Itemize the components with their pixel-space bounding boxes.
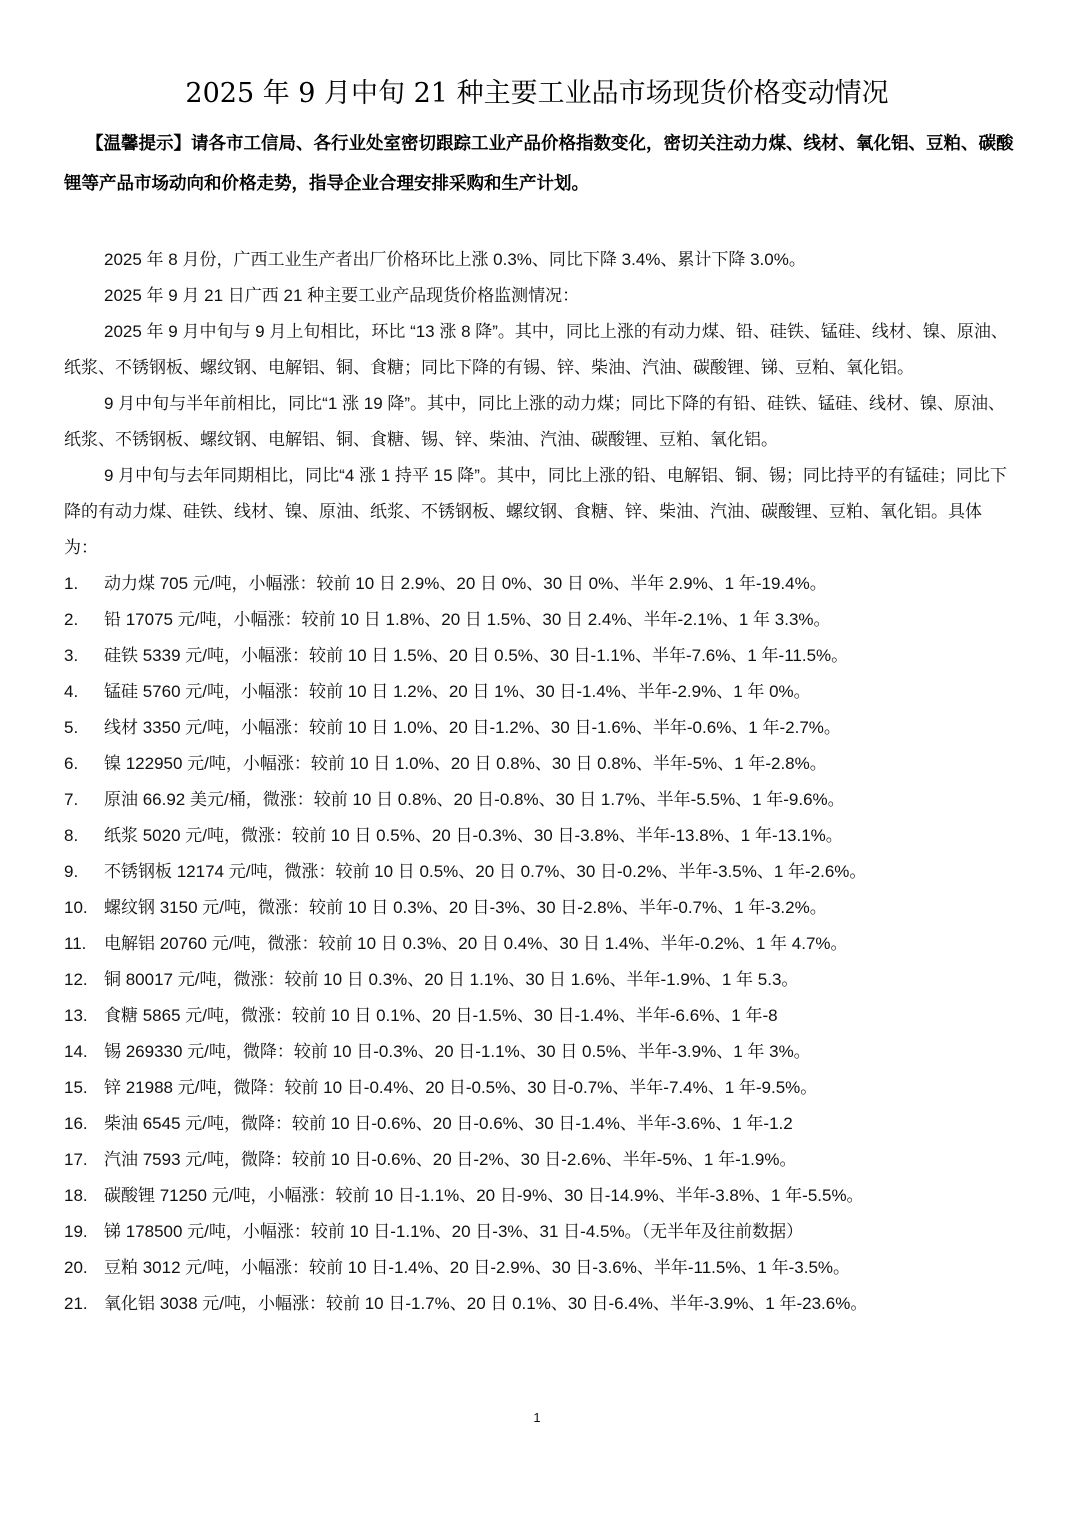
list-item [64,782,1014,818]
list-item-text: 锌 21988 元/吨，微降：较前 10 日-0.4%、20 日-0.5%、30 日-0.7%、半年-7.4%、1 年-9.5%。 [104,1078,818,1097]
list-item-number: 17. [64,1150,88,1169]
list-item-text: 锑 178500 元/吨，小幅涨：较前 10 日-1.1%、20 日-3%、31 日-4.5%。（无半年及往前数据） [104,1222,804,1241]
list-item-text: 食糖 5865 元/吨，微涨：较前 10 日 0.1%、20 日-1.5%、30 日-1.4%、半年-6.6%、1 年-8 [104,1006,778,1025]
list-item-text: 柴油 6545 元/吨，微降：较前 10 日-0.6%、20 日-0.6%、30 日-1.4%、半年-3.6%、1 年-1.2 [104,1114,793,1133]
list-item [64,602,1014,638]
list-item [64,998,1014,1034]
list-item-number: 1. [64,574,79,593]
list-item-text: 铜 80017 元/吨，微涨：较前 10 日 0.3%、20 日 1.1%、30 日 1.6%、半年-1.9%、1 年 5.3。 [104,970,799,989]
list-item [64,1106,1014,1142]
list-item-text: 汽油 7593 元/吨，微降：较前 10 日-0.6%、20 日-2%、30 日-2.6%、半年-5%、1 年-1.9%。 [104,1150,797,1169]
list-item-text: 豆粕 3012 元/吨，小幅涨：较前 10 日-1.4%、20 日-2.9%、30 日-3.6%、半年-11.5%、1 年-3.5%。 [104,1258,851,1277]
list-item-number: 3. [64,646,79,665]
notice-paragraph [64,124,1014,204]
list-item-number: 21. [64,1294,88,1313]
list-item [64,1250,1014,1286]
list-item-number: 11. [64,934,87,953]
paragraph-year-on-year: 9 月中旬与去年同期相比，同比“4 涨 1 持平 15 降”。其中，同比上涨的铅、电解铝、铜、锡；同比持平的有锰硅；同比下降的有动力煤、硅铁、线材、镍、原油、纸浆、不锈钢板、螺纹钢、食糖、锌、柴油、汽油、碳酸锂、豆粕、氧化铝。具体为： [64,466,1007,557]
list-item-number: 14. [64,1042,88,1061]
list-item [64,1178,1014,1214]
list-item-number: 16. [64,1114,88,1133]
list-item-number: 12. [64,970,88,989]
list-item [64,710,1014,746]
list-item-number: 5. [64,718,79,737]
list-item [64,890,1014,926]
list-item-number: 19. [64,1222,88,1241]
list-item-number: 15. [64,1078,88,1097]
list-item [64,818,1014,854]
notice-label: 【温馨提示】 [86,134,191,154]
list-item-text: 镍 122950 元/吨，小幅涨：较前 10 日 1.0%、20 日 0.8%、30 日 0.8%、半年-5%、1 年-2.8%。 [104,754,827,773]
list-item [64,962,1014,998]
list-item-text: 原油 66.92 美元/桶，微涨：较前 10 日 0.8%、20 日-0.8%、30 日 1.7%、半年-5.5%、1 年-9.6%。 [104,790,845,809]
paragraph-half-year: 9 月中旬与半年前相比，同比“1 涨 19 降”。其中，同比上涨的动力煤；同比下降的有铅、硅铁、锰硅、线材、镍、原油、纸浆、不锈钢板、螺纹钢、电解铝、铜、食糖、锡、锌、柴油、汽油、碳酸锂、豆粕、氧化铝。 [64,394,1006,449]
list-item-number: 6. [64,754,79,773]
list-item-text: 锡 269330 元/吨，微降：较前 10 日-0.3%、20 日-1.1%、30 日 0.5%、半年-3.9%、1 年 3%。 [104,1042,811,1061]
list-item-number: 7. [64,790,79,809]
list-item [64,1214,1014,1250]
list-item-number: 8. [64,826,79,845]
list-item-text: 动力煤 705 元/吨，小幅涨：较前 10 日 2.9%、20 日 0%、30 日 0%、半年 2.9%、1 年-19.4%。 [104,574,827,593]
list-item [64,926,1014,962]
list-item-text: 铅 17075 元/吨，小幅涨：较前 10 日 1.8%、20 日 1.5%、30 日 2.4%、半年-2.1%、1 年 3.3%。 [104,610,831,629]
list-item-text: 硅铁 5339 元/吨，小幅涨：较前 10 日 1.5%、20 日 0.5%、30 日-1.1%、半年-7.6%、1 年-11.5%。 [104,646,849,665]
list-item-number: 2. [64,610,79,629]
list-item [64,854,1014,890]
list-item [64,566,1014,602]
list-item [64,1070,1014,1106]
list-item-text: 锰硅 5760 元/吨，小幅涨：较前 10 日 1.2%、20 日 1%、30 日-1.4%、半年-2.9%、1 年 0%。 [104,682,811,701]
paragraph-monitoring: 2025 年 9 月 21 日广西 21 种主要工业产品现货价格监测情况： [104,286,580,305]
paragraph-month-on-month: 2025 年 9 月中旬与 9 月上旬相比，环比 “13 涨 8 降”。其中，同比上涨的有动力煤、铅、硅铁、锰硅、线材、镍、原油、纸浆、不锈钢板、螺纹钢、电解铝、铜、食糖；同比下降的有锡、锌、柴油、汽油、碳酸锂、锑、豆粕、氧化铝。 [64,322,1008,377]
list-item-text: 纸浆 5020 元/吨，微涨：较前 10 日 0.5%、20 日-0.3%、30 日-3.8%、半年-13.8%、1 年-13.1%。 [104,826,843,845]
list-item-text: 线材 3350 元/吨，小幅涨：较前 10 日 1.0%、20 日-1.2%、30 日-1.6%、半年-0.6%、1 年-2.7%。 [104,718,841,737]
list-item [64,674,1014,710]
notice-text: 请各市工信局、各行业处室密切跟踪工业产品价格指数变化，密切关注动力煤、线材、氧化铝、豆粕、碳酸锂等产品市场动向和价格走势，指导企业合理安排采购和生产计划。 [64,134,1014,194]
page-number: 1 [533,1410,541,1425]
paragraph-ppi: 2025 年 8 月份，广西工业生产者出厂价格环比上涨 0.3%、同比下降 3.4%、累计下降 3.0%。 [104,250,806,269]
list-item-number: 4. [64,682,79,701]
list-item-text: 电解铝 20760 元/吨，微涨：较前 10 日 0.3%、20 日 0.4%、30 日 1.4%、半年-0.2%、1 年 4.7%。 [104,934,848,953]
list-item-text: 碳酸锂 71250 元/吨，小幅涨：较前 10 日-1.1%、20 日-9%、30 日-14.9%、半年-3.8%、1 年-5.5%。 [104,1186,864,1205]
list-item-text: 氧化铝 3038 元/吨，小幅涨：较前 10 日-1.7%、20 日 0.1%、30 日-6.4%、半年-3.9%、1 年-23.6%。 [104,1294,868,1313]
list-item [64,1286,1014,1322]
list-item-number: 9. [64,862,79,881]
document-body [64,242,1014,1322]
list-item [64,746,1014,782]
list-item-number: 10. [64,898,88,917]
list-item-number: 20. [64,1258,88,1277]
list-item-number: 18. [64,1186,88,1205]
list-item-number: 13. [64,1006,88,1025]
page-title: 2025 年 9 月中旬 21 种主要工业品市场现货价格变动情况 [185,78,889,109]
list-item [64,1034,1014,1070]
price-list [64,566,1014,1322]
list-item [64,1142,1014,1178]
list-item [64,638,1014,674]
list-item-text: 螺纹钢 3150 元/吨，微涨：较前 10 日 0.3%、20 日-3%、30 日-2.8%、半年-0.7%、1 年-3.2%。 [104,898,827,917]
list-item-text: 不锈钢板 12174 元/吨，微涨：较前 10 日 0.5%、20 日 0.7%、30 日-0.2%、半年-3.5%、1 年-2.6%。 [104,862,867,881]
